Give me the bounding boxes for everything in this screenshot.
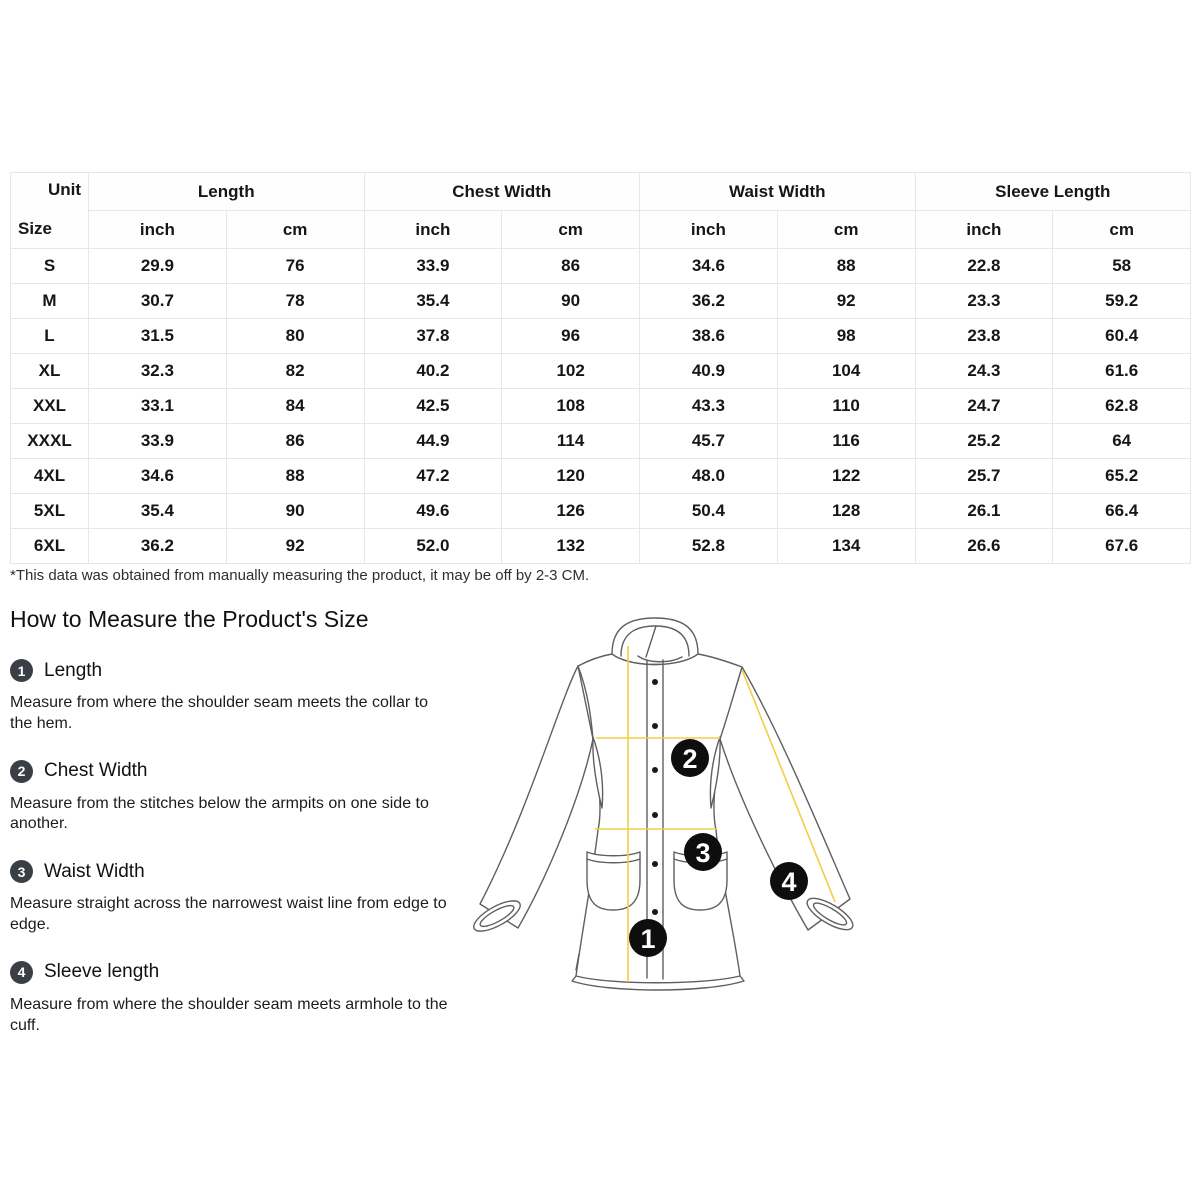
table-cell: 31.5	[89, 319, 227, 354]
table-cell: 26.6	[915, 529, 1053, 564]
table-cell: 36.2	[640, 284, 778, 319]
instruction-heading	[10, 860, 462, 883]
table-cell: 76	[226, 249, 364, 284]
table-cell: 60.4	[1053, 319, 1191, 354]
table-cell: 65.2	[1053, 459, 1191, 494]
garment-diagram	[450, 612, 880, 1030]
table-cell: 104	[777, 354, 915, 389]
button-dot	[652, 767, 658, 773]
instruction-item	[10, 860, 462, 936]
table-cell: 59.2	[1053, 284, 1191, 319]
table-row	[11, 529, 1191, 564]
table-cell: 47.2	[364, 459, 502, 494]
table-cell: 96	[502, 319, 640, 354]
instruction-list	[10, 659, 462, 1036]
table-cell: 52.0	[364, 529, 502, 564]
table-cell: 67.6	[1053, 529, 1191, 564]
instruction-description: Measure straight across the narrowest waist line from edge to edge.	[10, 895, 447, 933]
group-header-chest-width: Chest Width	[364, 173, 640, 211]
table-cell: 62.8	[1053, 389, 1191, 424]
table-cell: 78	[226, 284, 364, 319]
button-dot	[652, 861, 658, 867]
table-cell: 128	[777, 494, 915, 529]
table-cell: 36.2	[89, 529, 227, 564]
instruction-description: Measure from where the shoulder seam meets armhole to the cuff.	[10, 995, 448, 1034]
unit-size-corner-cell	[11, 173, 89, 249]
jacket-illustration	[450, 612, 880, 1030]
table-cell: 43.3	[640, 389, 778, 424]
table-cell: 33.9	[364, 249, 502, 284]
table-cell: 30.7	[89, 284, 227, 319]
table-cell: 22.8	[915, 249, 1053, 284]
collar-outer	[612, 618, 698, 654]
table-cell: 23.8	[915, 319, 1053, 354]
group-header-length: Length	[89, 173, 365, 211]
table-row	[11, 424, 1191, 459]
measure-marker-2: 2	[682, 744, 698, 774]
table-cell: 49.6	[364, 494, 502, 529]
group-header-row	[11, 173, 1191, 211]
table-row	[11, 319, 1191, 354]
table-cell: 58	[1053, 249, 1191, 284]
table-cell: 29.9	[89, 249, 227, 284]
table-cell: 61.6	[1053, 354, 1191, 389]
size-label-cell: M	[11, 284, 89, 319]
table-cell: 134	[777, 529, 915, 564]
corner-unit-label: Unit	[47, 180, 81, 199]
section-title: How to Measure the Product's Size	[10, 606, 369, 632]
table-cell: 24.7	[915, 389, 1053, 424]
button-dot	[652, 679, 658, 685]
table-cell: 35.4	[364, 284, 502, 319]
table-cell: 132	[502, 529, 640, 564]
table-cell: 37.8	[364, 319, 502, 354]
table-cell: 82	[226, 354, 364, 389]
table-cell: 34.6	[640, 249, 778, 284]
table-row	[11, 459, 1191, 494]
table-row	[11, 389, 1191, 424]
size-label-cell: XL	[11, 354, 89, 389]
table-cell: 32.3	[89, 354, 227, 389]
instruction-item	[10, 961, 462, 1037]
table-cell: 122	[777, 459, 915, 494]
size-label-cell: S	[11, 249, 89, 284]
instruction-heading	[10, 760, 462, 783]
unit-header-cell: cm	[502, 211, 640, 249]
table-cell: 126	[502, 494, 640, 529]
group-header-waist-width: Waist Width	[640, 173, 916, 211]
table-cell: 90	[502, 284, 640, 319]
measurement-disclaimer: *This data was obtained from manually measuring the product, it may be off by 2-3 CM.	[10, 567, 590, 584]
button-dot	[652, 909, 658, 915]
table-cell: 48.0	[640, 459, 778, 494]
table-row	[11, 354, 1191, 389]
unit-header-cell: inch	[915, 211, 1053, 249]
size-label-cell: XXL	[11, 389, 89, 424]
table-cell: 50.4	[640, 494, 778, 529]
table-cell: 44.9	[364, 424, 502, 459]
step-number-badge: 4	[10, 961, 33, 984]
table-cell: 45.7	[640, 424, 778, 459]
size-table-header	[11, 173, 1191, 249]
table-cell: 33.1	[89, 389, 227, 424]
table-cell: 98	[777, 319, 915, 354]
table-cell: 120	[502, 459, 640, 494]
step-number-badge: 1	[10, 659, 33, 682]
table-cell: 40.9	[640, 354, 778, 389]
how-to-measure-section	[10, 606, 462, 1061]
measure-marker-4: 4	[781, 867, 797, 897]
left-sleeve	[480, 666, 593, 928]
table-cell: 88	[226, 459, 364, 494]
table-cell: 25.7	[915, 459, 1053, 494]
instruction-item	[10, 760, 462, 836]
size-label-cell: 6XL	[11, 529, 89, 564]
instruction-heading	[10, 961, 462, 984]
instruction-heading	[10, 659, 462, 682]
table-cell: 102	[502, 354, 640, 389]
instruction-description: Measure from the stitches below the armpits on one side to another.	[10, 794, 429, 833]
table-cell: 64	[1053, 424, 1191, 459]
instruction-title: Length	[44, 659, 103, 681]
size-label-cell: L	[11, 319, 89, 354]
table-cell: 42.5	[364, 389, 502, 424]
unit-header-cell: cm	[1053, 211, 1191, 249]
table-cell: 35.4	[89, 494, 227, 529]
size-label-cell: 4XL	[11, 459, 89, 494]
unit-header-cell: inch	[640, 211, 778, 249]
table-cell: 86	[502, 249, 640, 284]
table-cell: 40.2	[364, 354, 502, 389]
table-cell: 90	[226, 494, 364, 529]
instruction-item	[10, 659, 462, 735]
unit-header-cell: cm	[777, 211, 915, 249]
table-cell: 108	[502, 389, 640, 424]
table-cell: 88	[777, 249, 915, 284]
button-dot	[652, 723, 658, 729]
measure-marker-1: 1	[640, 924, 656, 954]
unit-header-cell: cm	[226, 211, 364, 249]
table-cell: 26.1	[915, 494, 1053, 529]
table-row	[11, 284, 1191, 319]
table-cell: 92	[226, 529, 364, 564]
table-row	[11, 494, 1191, 529]
table-cell: 38.6	[640, 319, 778, 354]
table-cell: 34.6	[89, 459, 227, 494]
table-row	[11, 249, 1191, 284]
instruction-title: Chest Width	[44, 760, 148, 782]
table-cell: 23.3	[915, 284, 1053, 319]
step-number-badge: 2	[10, 760, 33, 783]
table-cell: 92	[777, 284, 915, 319]
table-cell: 24.3	[915, 354, 1053, 389]
step-number-badge: 3	[10, 860, 33, 883]
group-header-sleeve-length: Sleeve Length	[915, 173, 1191, 211]
measure-marker-3: 3	[695, 838, 711, 868]
instruction-description: Measure from where the shoulder seam meets the collar to the hem.	[10, 694, 428, 732]
instruction-title: Waist Width	[44, 860, 145, 882]
instruction-title: Sleeve length	[44, 961, 160, 983]
unit-header-cell: inch	[364, 211, 502, 249]
size-table	[10, 172, 1191, 564]
table-cell: 116	[777, 424, 915, 459]
table-cell: 80	[226, 319, 364, 354]
size-chart	[10, 172, 1190, 564]
size-table-body	[11, 249, 1191, 564]
table-cell: 110	[777, 389, 915, 424]
corner-size-label: Size	[18, 219, 53, 238]
table-cell: 66.4	[1053, 494, 1191, 529]
table-cell: 84	[226, 389, 364, 424]
table-cell: 114	[502, 424, 640, 459]
table-cell: 86	[226, 424, 364, 459]
size-label-cell: 5XL	[11, 494, 89, 529]
unit-header-cell: inch	[89, 211, 227, 249]
table-cell: 52.8	[640, 529, 778, 564]
table-cell: 33.9	[89, 424, 227, 459]
unit-header-row	[11, 211, 1191, 249]
button-dot	[652, 812, 658, 818]
table-cell: 25.2	[915, 424, 1053, 459]
size-label-cell: XXXL	[11, 424, 89, 459]
